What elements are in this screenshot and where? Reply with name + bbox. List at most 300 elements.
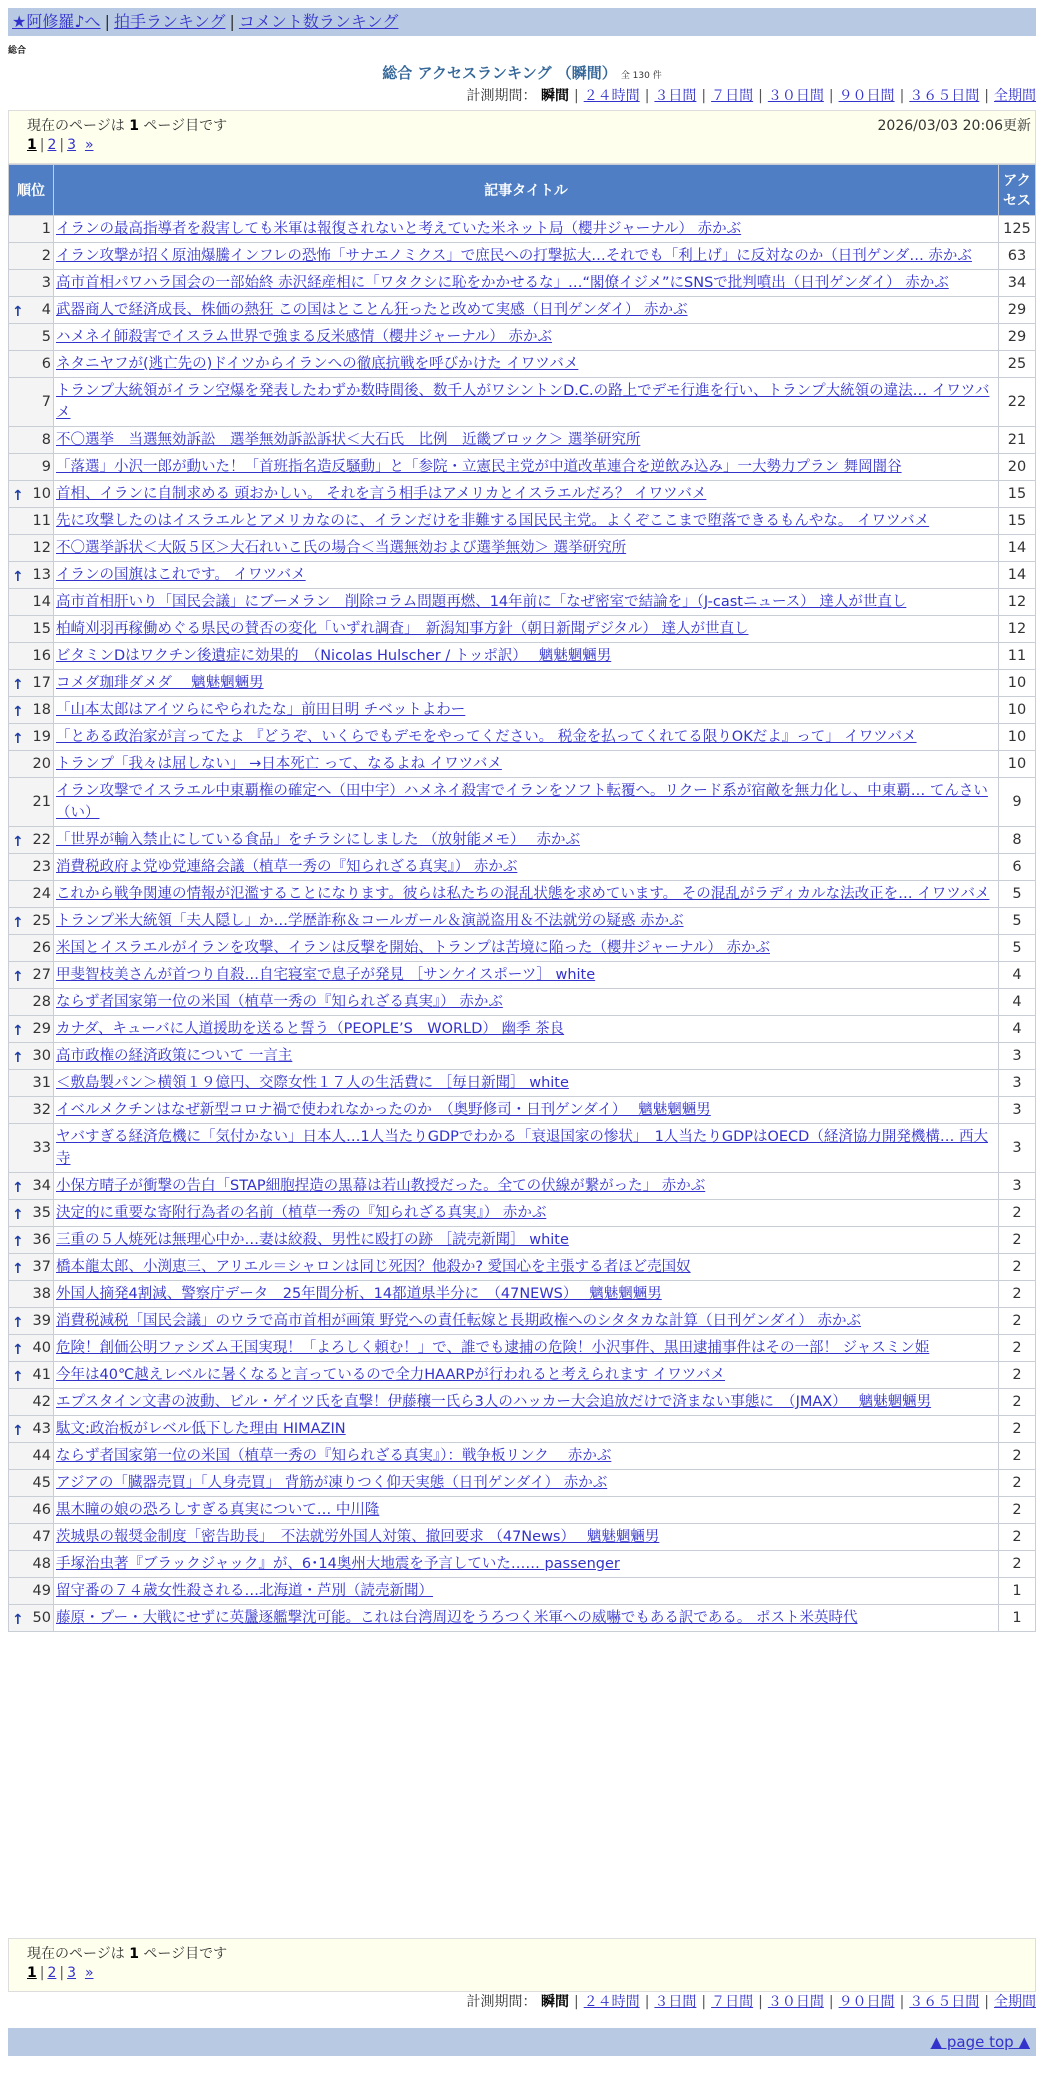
access-count: 2 <box>999 1497 1035 1523</box>
rank-cell <box>9 616 53 642</box>
rank-cell <box>9 216 53 242</box>
rank-cell <box>9 589 53 615</box>
rank-cell <box>9 1173 53 1199</box>
rank-cell <box>9 427 53 453</box>
rank-number: 2 <box>41 248 51 264</box>
access-count: 3 <box>999 1043 1035 1069</box>
title-cell <box>54 1497 998 1523</box>
rank-cell <box>9 1443 53 1469</box>
title-cell <box>54 670 998 696</box>
title-cell <box>54 1578 998 1604</box>
title-cell <box>54 216 998 242</box>
title-cell <box>54 935 998 961</box>
access-count: 5 <box>999 935 1035 961</box>
rank-cell <box>9 1227 53 1253</box>
arrow-up-icon: ↑ <box>12 488 24 504</box>
access-count: 2 <box>999 1200 1035 1226</box>
access-count: 14 <box>999 562 1035 588</box>
page-link-3[interactable]: 3 <box>67 1965 77 1981</box>
page-link-2[interactable]: 2 <box>47 137 57 153</box>
rank-number: 23 <box>32 859 51 875</box>
arrow-up-icon: ↑ <box>12 731 24 747</box>
article-link[interactable]: 黒木瞳の娘の恐ろしすぎる真実について… 中川隆 <box>56 1502 380 1518</box>
period-90d[interactable]: ９０日間 <box>838 88 895 104</box>
article-link[interactable]: ビタミンDはワクチン後遺症に効果的 （Nicolas Hulscher / トッポ訳） 魑魅魍魎男 <box>56 648 612 664</box>
title-cell <box>54 243 998 269</box>
access-count: 2 <box>999 1254 1035 1280</box>
period-30d[interactable]: ３０日間 <box>767 88 824 104</box>
article-link[interactable]: 「落選」小沢一郎が動いた！「首班指名造反騒動」と「参院・立憲民主党が中道改革連合を逆飲み込み」一大勢力プラン 舞岡闇谷 <box>56 459 902 475</box>
page-current: 1 <box>27 137 37 153</box>
rank-number: 50 <box>32 1610 51 1626</box>
access-count: 63 <box>999 243 1035 269</box>
rank-cell <box>9 724 53 750</box>
title-cell <box>54 1551 998 1577</box>
header-title: 記事タイトル <box>54 165 998 215</box>
article-link[interactable]: 消費税減税「国民会議」のウラで高市首相が画策 野党への責任転嫁と長期政権へのシタタカな計算（日刊ゲンダイ） 赤かぶ <box>56 1313 861 1329</box>
article-link[interactable]: 米国とイスラエルがイランを攻撃、イランは反撃を開始、トランプは苦境に陥った（櫻井ジャーナル） 赤かぶ <box>56 940 770 956</box>
table-row <box>9 508 1035 534</box>
access-count: 2 <box>999 1389 1035 1415</box>
period-all[interactable]: 全期間 <box>994 88 1036 104</box>
rank-cell <box>9 643 53 669</box>
total-count: 全 130 件 <box>620 71 662 81</box>
access-count: 2 <box>999 1551 1035 1577</box>
period-7d[interactable]: ７日間 <box>711 1994 754 2010</box>
period-current: 瞬間 <box>540 88 569 104</box>
period-selector-top: 計測期間： 瞬間 | ２４時間 | ３日間 | ７日間 | ３０日間 | ９０日間 | ３６５日間 | 全期間 <box>466 88 1036 104</box>
table-row <box>9 989 1035 1015</box>
article-link[interactable]: イベルメクチンはなぜ新型コロナ禍で使われなかったのか （奥野修司・日刊ゲンダイ） 魑魅魍魎男 <box>56 1102 711 1118</box>
article-link[interactable]: 留守番の７４歳女性殺される…北海道・芦別（読売新聞） <box>56 1583 433 1599</box>
access-count: 21 <box>999 427 1035 453</box>
rank-number: 28 <box>32 994 51 1010</box>
rank-number: 9 <box>41 459 51 475</box>
table-row <box>9 670 1035 696</box>
access-count: 1 <box>999 1578 1035 1604</box>
access-count: 10 <box>999 697 1035 723</box>
article-link[interactable]: 先に攻撃したのはイスラエルとアメリカなのに、イランだけを非難する国民民主党。よくぞここまで堕落できるもんやな。 イワツバメ <box>56 513 930 529</box>
rank-number: 44 <box>32 1448 51 1464</box>
table-row <box>9 1281 1035 1307</box>
article-link[interactable]: コメダ珈琲ダメダ 魑魅魍魎男 <box>56 675 264 691</box>
title-cell <box>54 854 998 880</box>
access-count: 14 <box>999 535 1035 561</box>
access-count: 20 <box>999 454 1035 480</box>
access-count: 12 <box>999 616 1035 642</box>
arrow-up-icon: ↑ <box>12 1234 24 1250</box>
title-cell <box>54 1470 998 1496</box>
table-row <box>9 778 1035 826</box>
access-count: 15 <box>999 481 1035 507</box>
title-cell <box>54 378 998 426</box>
table-row <box>9 297 1035 323</box>
article-link[interactable]: アジアの「臓器売買」「人身売買」 背筋が凍りつく仰天実態（日刊ゲンダイ） 赤かぶ <box>56 1475 608 1491</box>
rank-number: 29 <box>32 1021 51 1037</box>
title-cell <box>54 1389 998 1415</box>
article-link[interactable]: 「山本太郎はアイツらにやられたな」前田日明 チベットよわー <box>56 702 466 718</box>
article-link[interactable]: 茨城県の報奨金制度「密告助長」 不法就労外国人対策、撤回要求 （47News） 魑魅魍魎男 <box>56 1529 660 1545</box>
article-link[interactable]: 柏崎刈羽再稼働めぐる県民の賛否の変化「いずれ調査」 新潟知事方針（朝日新聞デジタル） 達人が世直し <box>56 621 749 637</box>
title-cell <box>54 1254 998 1280</box>
access-count: 10 <box>999 670 1035 696</box>
article-link[interactable]: ならず者国家第一位の米国（植草一秀の『知られざる真実』）：戦争板リンク 赤かぶ <box>56 1448 612 1464</box>
rank-cell <box>9 1308 53 1334</box>
rank-cell <box>9 1254 53 1280</box>
access-count: 4 <box>999 1016 1035 1042</box>
period-30d[interactable]: ３０日間 <box>767 1994 824 2010</box>
title-cell <box>54 1043 998 1069</box>
nav-link-asyura[interactable]: ★阿修羅♪へ <box>12 12 101 31</box>
article-link[interactable]: ならず者国家第一位の米国（植草一秀の『知られざる真実』） 赤かぶ <box>56 994 503 1010</box>
title-cell <box>54 908 998 934</box>
article-link[interactable]: トランプ大統領がイラン空爆を発表したわずか数時間後、数千人がワシントンD.C.の路上でデモ行進を行い、トランプ大統領の違法… イワツバメ <box>56 383 990 421</box>
rank-cell <box>9 908 53 934</box>
rank-cell <box>9 1470 53 1496</box>
article-link[interactable]: 藤原・プー・大戦にせずに英䰕逐艦撃沈可能。これは台湾周辺をうろつく米軍への威嚇でもある訳である。 ポスト米英時代 <box>56 1610 858 1626</box>
rank-cell <box>9 670 53 696</box>
period-selector-bottom: 計測期間： 瞬間 | ２４時間 | ３日間 | ７日間 | ３０日間 | ９０日間 | ３６５日間 | 全期間 <box>466 1994 1036 2010</box>
rank-cell <box>9 989 53 1015</box>
table-row <box>9 589 1035 615</box>
article-link[interactable]: 武器商人で経済成長、株価の熱狂 この国はとことん狂ったと改めて実感（日刊ゲンダイ） 赤かぶ <box>56 302 688 318</box>
article-link[interactable]: 小保方晴子が衝撃の告白「STAP細胞捏造の黒幕は若山教授だった。全ての伏線が繋がった」 赤かぶ <box>56 1178 706 1194</box>
ranking-title: 総合 アクセスランキング （瞬間） <box>382 64 617 82</box>
article-link[interactable]: 今年は40℃越えレベルに暑くなると言っているので全力HAARPが行われると考えられます イワツバメ <box>56 1367 726 1383</box>
article-link[interactable]: 高市首相肝いり「国民会議」にブーメラン 削除コラム問題再燃、14年前に「なぜ密室で結論を」（J-castニュース） 達人が世直し <box>56 594 907 610</box>
rank-cell <box>9 935 53 961</box>
rank-number: 13 <box>32 567 51 583</box>
title-cell <box>54 1362 998 1388</box>
table-row <box>9 643 1035 669</box>
rank-number: 6 <box>41 356 51 372</box>
table-row <box>9 1173 1035 1199</box>
table-row <box>9 324 1035 350</box>
rank-number: 24 <box>32 886 51 902</box>
title-cell <box>54 962 998 988</box>
arrow-up-icon: ↑ <box>12 1612 24 1628</box>
rank-cell <box>9 562 53 588</box>
rank-cell <box>9 1124 53 1172</box>
period-label: 計測期間： <box>466 1994 537 2010</box>
access-count: 2 <box>999 1281 1035 1307</box>
title-cell <box>54 1416 998 1442</box>
title-cell <box>54 270 998 296</box>
access-count: 2 <box>999 1227 1035 1253</box>
table-row <box>9 881 1035 907</box>
period-7d[interactable]: ７日間 <box>711 88 754 104</box>
article-link[interactable]: 手塚治虫著『ブラックジャック』が、6･14奥州大地震を予言していた…… passenger <box>56 1556 620 1572</box>
rank-cell <box>9 1578 53 1604</box>
title-cell <box>54 1308 998 1334</box>
table-row <box>9 1097 1035 1123</box>
article-link[interactable]: 外国人摘発4割減、警察庁データ 25年間分析、14都道県半分に （47NEWS） 魑魅魍魎男 <box>56 1286 662 1302</box>
access-count: 5 <box>999 881 1035 907</box>
rank-number: 48 <box>32 1556 51 1572</box>
access-count: 2 <box>999 1335 1035 1361</box>
article-link[interactable]: 三重の５人焼死は無理心中か…妻は絞殺、男性に殴打の跡 ［読売新聞］ white <box>56 1232 569 1248</box>
access-count: 3 <box>999 1173 1035 1199</box>
table-row <box>9 216 1035 242</box>
rank-cell <box>9 1362 53 1388</box>
page-link-2[interactable]: 2 <box>47 1965 57 1981</box>
article-link[interactable]: ハメネイ師殺害でイスラム世界で強まる反米感情（櫻井ジャーナル） 赤かぶ <box>56 329 553 345</box>
title-cell <box>54 1200 998 1226</box>
access-count: 29 <box>999 324 1035 350</box>
article-link[interactable]: 不〇選挙 当選無効訴訟 選挙無効訴訟訴状＜大石氏 比例 近畿ブロック＞ 選挙研究所 <box>56 432 641 448</box>
table-row <box>9 1551 1035 1577</box>
rank-cell <box>9 378 53 426</box>
arrow-up-icon: ↑ <box>12 1369 24 1385</box>
rank-number: 10 <box>32 486 51 502</box>
page-top-link[interactable]: ▲ page top ▲ <box>930 2033 1030 2051</box>
rank-cell <box>9 1524 53 1550</box>
period-current: 瞬間 <box>540 1994 569 2010</box>
page-links: 1 | 2 | 3 » <box>27 137 94 153</box>
rank-number: 25 <box>32 913 51 929</box>
rank-cell <box>9 1416 53 1442</box>
rank-number: 47 <box>32 1529 51 1545</box>
title-cell <box>54 351 998 377</box>
table-row <box>9 1308 1035 1334</box>
rank-cell <box>9 751 53 777</box>
article-link[interactable]: 首相、イランに自制求める 頭おかしい。 それを言う相手はアメリカとイスラエルだろ？ イワツバメ <box>56 486 707 502</box>
article-link[interactable]: エプスタイン文書の波動、ビル・ゲイツ氏を直撃！伊藤穰一氏ら3人のハッカー大会追放だけで済まない事態に （JMAX） 魑魅魍魎男 <box>56 1394 932 1410</box>
table-row <box>9 481 1035 507</box>
table-row <box>9 935 1035 961</box>
page-links: 1 | 2 | 3 » <box>27 1965 94 1981</box>
table-row <box>9 562 1035 588</box>
article-link[interactable]: 消費税政府よ党ゆ党連絡会議（植草一秀の『知られざる真実』） 赤かぶ <box>56 859 518 875</box>
top-nav-bar <box>8 8 1036 36</box>
nav-separator: | <box>104 12 110 31</box>
title-cell <box>54 454 998 480</box>
title-cell <box>54 778 998 826</box>
title-cell <box>54 1016 998 1042</box>
page-current: 1 <box>27 1965 37 1981</box>
table-row <box>9 962 1035 988</box>
title-cell <box>54 1605 998 1631</box>
article-link[interactable]: ヤバすぎる経済危機に「気付かない」日本人…1人当たりGDPでわかる「衰退国家の惨状」 1人当たりGDPはOECD（経済協力開発機構… 西大寺 <box>56 1129 988 1167</box>
rank-number: 11 <box>32 513 51 529</box>
pager-bottom <box>8 1938 1036 1992</box>
access-count: 2 <box>999 1524 1035 1550</box>
table-row <box>9 616 1035 642</box>
title-cell <box>54 1173 998 1199</box>
table-row <box>9 1524 1035 1550</box>
access-count: 15 <box>999 508 1035 534</box>
rank-number: 14 <box>32 594 51 610</box>
title-cell <box>54 1443 998 1469</box>
page-status: 現在のページは 1 ページ目です <box>27 118 228 134</box>
period-90d[interactable]: ９０日間 <box>838 1994 895 2010</box>
article-link[interactable]: 高市首相パワハラ国会の一部始終 赤沢経産相に「ワタクシに恥をかかせるな」…“閣僚イジメ”にSNSで批判噴出（日刊ゲンダイ） 赤かぶ <box>56 275 949 291</box>
rank-number: 43 <box>32 1421 51 1437</box>
arrow-up-icon: ↑ <box>12 1207 24 1223</box>
article-link[interactable]: 橋本龍太郎、小渕恵三、アリエル＝シャロンは同じ死因？他殺か? 愛国心を主張する者ほど売国奴 <box>56 1259 691 1275</box>
title-cell <box>54 881 998 907</box>
rank-number: 40 <box>32 1340 51 1356</box>
table-row <box>9 1578 1035 1604</box>
table-row <box>9 1362 1035 1388</box>
arrow-up-icon: ↑ <box>12 1023 24 1039</box>
rank-number: 32 <box>32 1102 51 1118</box>
page-title <box>0 62 1044 83</box>
rank-number: 3 <box>41 275 51 291</box>
table-row <box>9 427 1035 453</box>
rank-number: 22 <box>32 832 51 848</box>
updated-timestamp: 2026/03/03 20:06更新 <box>877 118 1031 134</box>
article-link[interactable]: 甲斐智枝美さんが首つり自殺…自宅寝室で息子が発見 ［サンケイスポーツ］ white <box>56 967 596 983</box>
rank-number: 5 <box>41 329 51 345</box>
period-365d[interactable]: ３６５日間 <box>909 88 980 104</box>
title-cell <box>54 827 998 853</box>
title-cell <box>54 724 998 750</box>
arrow-up-icon: ↑ <box>12 834 24 850</box>
table-row <box>9 854 1035 880</box>
rank-number: 4 <box>41 302 51 318</box>
period-24h[interactable]: ２４時間 <box>583 1994 640 2010</box>
table-header-row <box>9 165 1035 215</box>
article-link[interactable]: ネタニヤフが(逃亡先の)ドイツからイランへの徹底抗戦を呼びかけた イワツバメ <box>56 356 579 372</box>
rank-cell <box>9 1605 53 1631</box>
header-access: アクセス <box>999 165 1035 215</box>
table-row <box>9 243 1035 269</box>
rank-cell <box>9 1281 53 1307</box>
access-count: 2 <box>999 1308 1035 1334</box>
rank-cell <box>9 297 53 323</box>
access-count: 125 <box>999 216 1035 242</box>
table-row <box>9 1470 1035 1496</box>
rank-cell <box>9 1335 53 1361</box>
access-count: 3 <box>999 1124 1035 1172</box>
title-cell <box>54 751 998 777</box>
table-row <box>9 270 1035 296</box>
rank-cell <box>9 324 53 350</box>
table-row <box>9 1227 1035 1253</box>
ranking-body <box>9 216 1035 1631</box>
article-link[interactable]: 危険！創価公明ファシズム王国実現！「よろしく頼む！」で、誰でも逮捕の危険！小沢事件、黒田逮捕事件はその一部！ ジャスミン姫 <box>56 1340 930 1356</box>
table-row <box>9 1389 1035 1415</box>
period-all[interactable]: 全期間 <box>994 1994 1036 2010</box>
article-link[interactable]: 「世界が輸入禁止にしている食品」をチラシにしました （放射能メモ） 赤かぶ <box>56 832 580 848</box>
access-count: 22 <box>999 378 1035 426</box>
article-link[interactable]: イランの最高指導者を殺害しても米軍は報復されないと考えていた米ネット局（櫻井ジャーナル） 赤かぶ <box>56 221 742 237</box>
period-365d[interactable]: ３６５日間 <box>909 1994 980 2010</box>
rank-cell <box>9 827 53 853</box>
table-row <box>9 1605 1035 1631</box>
table-row <box>9 1254 1035 1280</box>
access-count: 1 <box>999 1605 1035 1631</box>
page-link-3[interactable]: 3 <box>67 137 77 153</box>
access-count: 34 <box>999 270 1035 296</box>
arrow-up-icon: ↑ <box>12 1423 24 1439</box>
arrow-up-icon: ↑ <box>12 1050 24 1066</box>
title-cell <box>54 1070 998 1096</box>
table-row <box>9 751 1035 777</box>
page-next[interactable]: » <box>84 137 94 153</box>
table-row <box>9 535 1035 561</box>
access-count: 4 <box>999 989 1035 1015</box>
page-status: 現在のページは 1 ページ目です <box>27 1946 228 1962</box>
rank-cell <box>9 962 53 988</box>
article-link[interactable]: トランプ米大統領「夫人隠し」か…学歴詐称＆コールガール＆演説盗用＆不法就労の疑惑 赤かぶ <box>56 913 684 929</box>
access-count: 3 <box>999 1070 1035 1096</box>
period-label: 計測期間： <box>466 88 537 104</box>
rank-number: 35 <box>32 1205 51 1221</box>
table-row <box>9 454 1035 480</box>
title-cell <box>54 1097 998 1123</box>
period-3d[interactable]: ３日間 <box>654 1994 697 2010</box>
footer-bar <box>8 2028 1036 2056</box>
table-row <box>9 697 1035 723</box>
access-count: 2 <box>999 1443 1035 1469</box>
access-count: 12 <box>999 589 1035 615</box>
rank-cell <box>9 1070 53 1096</box>
access-count: 2 <box>999 1416 1035 1442</box>
access-count: 4 <box>999 962 1035 988</box>
title-cell <box>54 616 998 642</box>
access-count: 6 <box>999 854 1035 880</box>
category-label: 総合 <box>8 46 27 56</box>
arrow-up-icon: ↑ <box>12 1180 24 1196</box>
rank-number: 19 <box>32 729 51 745</box>
rank-cell <box>9 881 53 907</box>
article-link[interactable]: 不〇選挙訴状＜大阪５区＞大石れいこ氏の場合＜当選無効および選挙無効＞ 選挙研究所 <box>56 540 627 556</box>
article-link[interactable]: これから戦争関連の情報が氾濫することになります。彼らは私たちの混乱状態を求めています。 その混乱がラディカルな法改正を… イワツバメ <box>56 886 990 902</box>
title-cell <box>54 562 998 588</box>
article-link[interactable]: イラン攻撃が招く原油爆騰インフレの恐怖「サナエノミクス」で庶民への打撃拡大…それでも「利上げ」に反対なのか（日刊ゲンダ… 赤かぶ <box>56 248 972 264</box>
title-cell <box>54 697 998 723</box>
rank-cell <box>9 508 53 534</box>
rank-number: 49 <box>32 1583 51 1599</box>
access-count: 8 <box>999 827 1035 853</box>
page-next[interactable]: » <box>84 1965 94 1981</box>
rank-cell <box>9 1043 53 1069</box>
article-link[interactable]: ＜敷島製パン＞横領１９億円、交際女性１７人の生活費に ［毎日新聞］ white <box>56 1075 569 1091</box>
period-24h[interactable]: ２４時間 <box>583 88 640 104</box>
access-count: 2 <box>999 1470 1035 1496</box>
nav-separator: | <box>229 12 235 31</box>
arrow-up-icon: ↑ <box>12 915 24 931</box>
article-link[interactable]: 高市政権の経済政策について 一言主 <box>56 1048 293 1064</box>
access-count: 5 <box>999 908 1035 934</box>
arrow-up-icon: ↑ <box>12 704 24 720</box>
rank-number: 42 <box>32 1394 51 1410</box>
article-link[interactable]: イラン攻撃でイスラエル中東覇権の確定へ（田中宇）ハメネイ殺害でイランをソフト転覆へ。リクード系が宿敵を無力化し、中東覇… てんさい（い） <box>56 783 988 821</box>
article-link[interactable]: トランプ「我々は屈しない」 →日本死亡 って、なるよね イワツバメ <box>56 756 502 772</box>
title-cell <box>54 535 998 561</box>
article-link[interactable]: カナダ、キューバに人道援助を送ると誓う（PEOPLE’S WORLD） 幽季 茶良 <box>56 1021 565 1037</box>
arrow-up-icon: ↑ <box>12 1261 24 1277</box>
rank-cell <box>9 1097 53 1123</box>
period-3d[interactable]: ３日間 <box>654 88 697 104</box>
nav-link-comment-ranking[interactable]: コメント数ランキング <box>238 12 399 31</box>
article-link[interactable]: 「とある政治家が言ってたよ 『どうぞ、いくらでもデモをやってください。 税金を払ってくれてる限りOKだよ』って」 イワツバメ <box>56 729 917 745</box>
rank-number: 45 <box>32 1475 51 1491</box>
table-row <box>9 1335 1035 1361</box>
arrow-up-icon: ↑ <box>12 569 24 585</box>
rank-cell <box>9 697 53 723</box>
article-link[interactable]: イランの国旗はこれです。 イワツバメ <box>56 567 306 583</box>
article-link[interactable]: 駄文:政治板がレベル低下した理由 HIMAZIN <box>56 1421 346 1437</box>
title-cell <box>54 508 998 534</box>
rank-cell <box>9 454 53 480</box>
title-cell <box>54 989 998 1015</box>
article-link[interactable]: 決定的に重要な寄附行為者の名前（植草一秀の『知られざる真実』） 赤かぶ <box>56 1205 547 1221</box>
nav-link-clap-ranking[interactable]: 拍手ランキング <box>113 12 226 31</box>
table-row <box>9 1016 1035 1042</box>
